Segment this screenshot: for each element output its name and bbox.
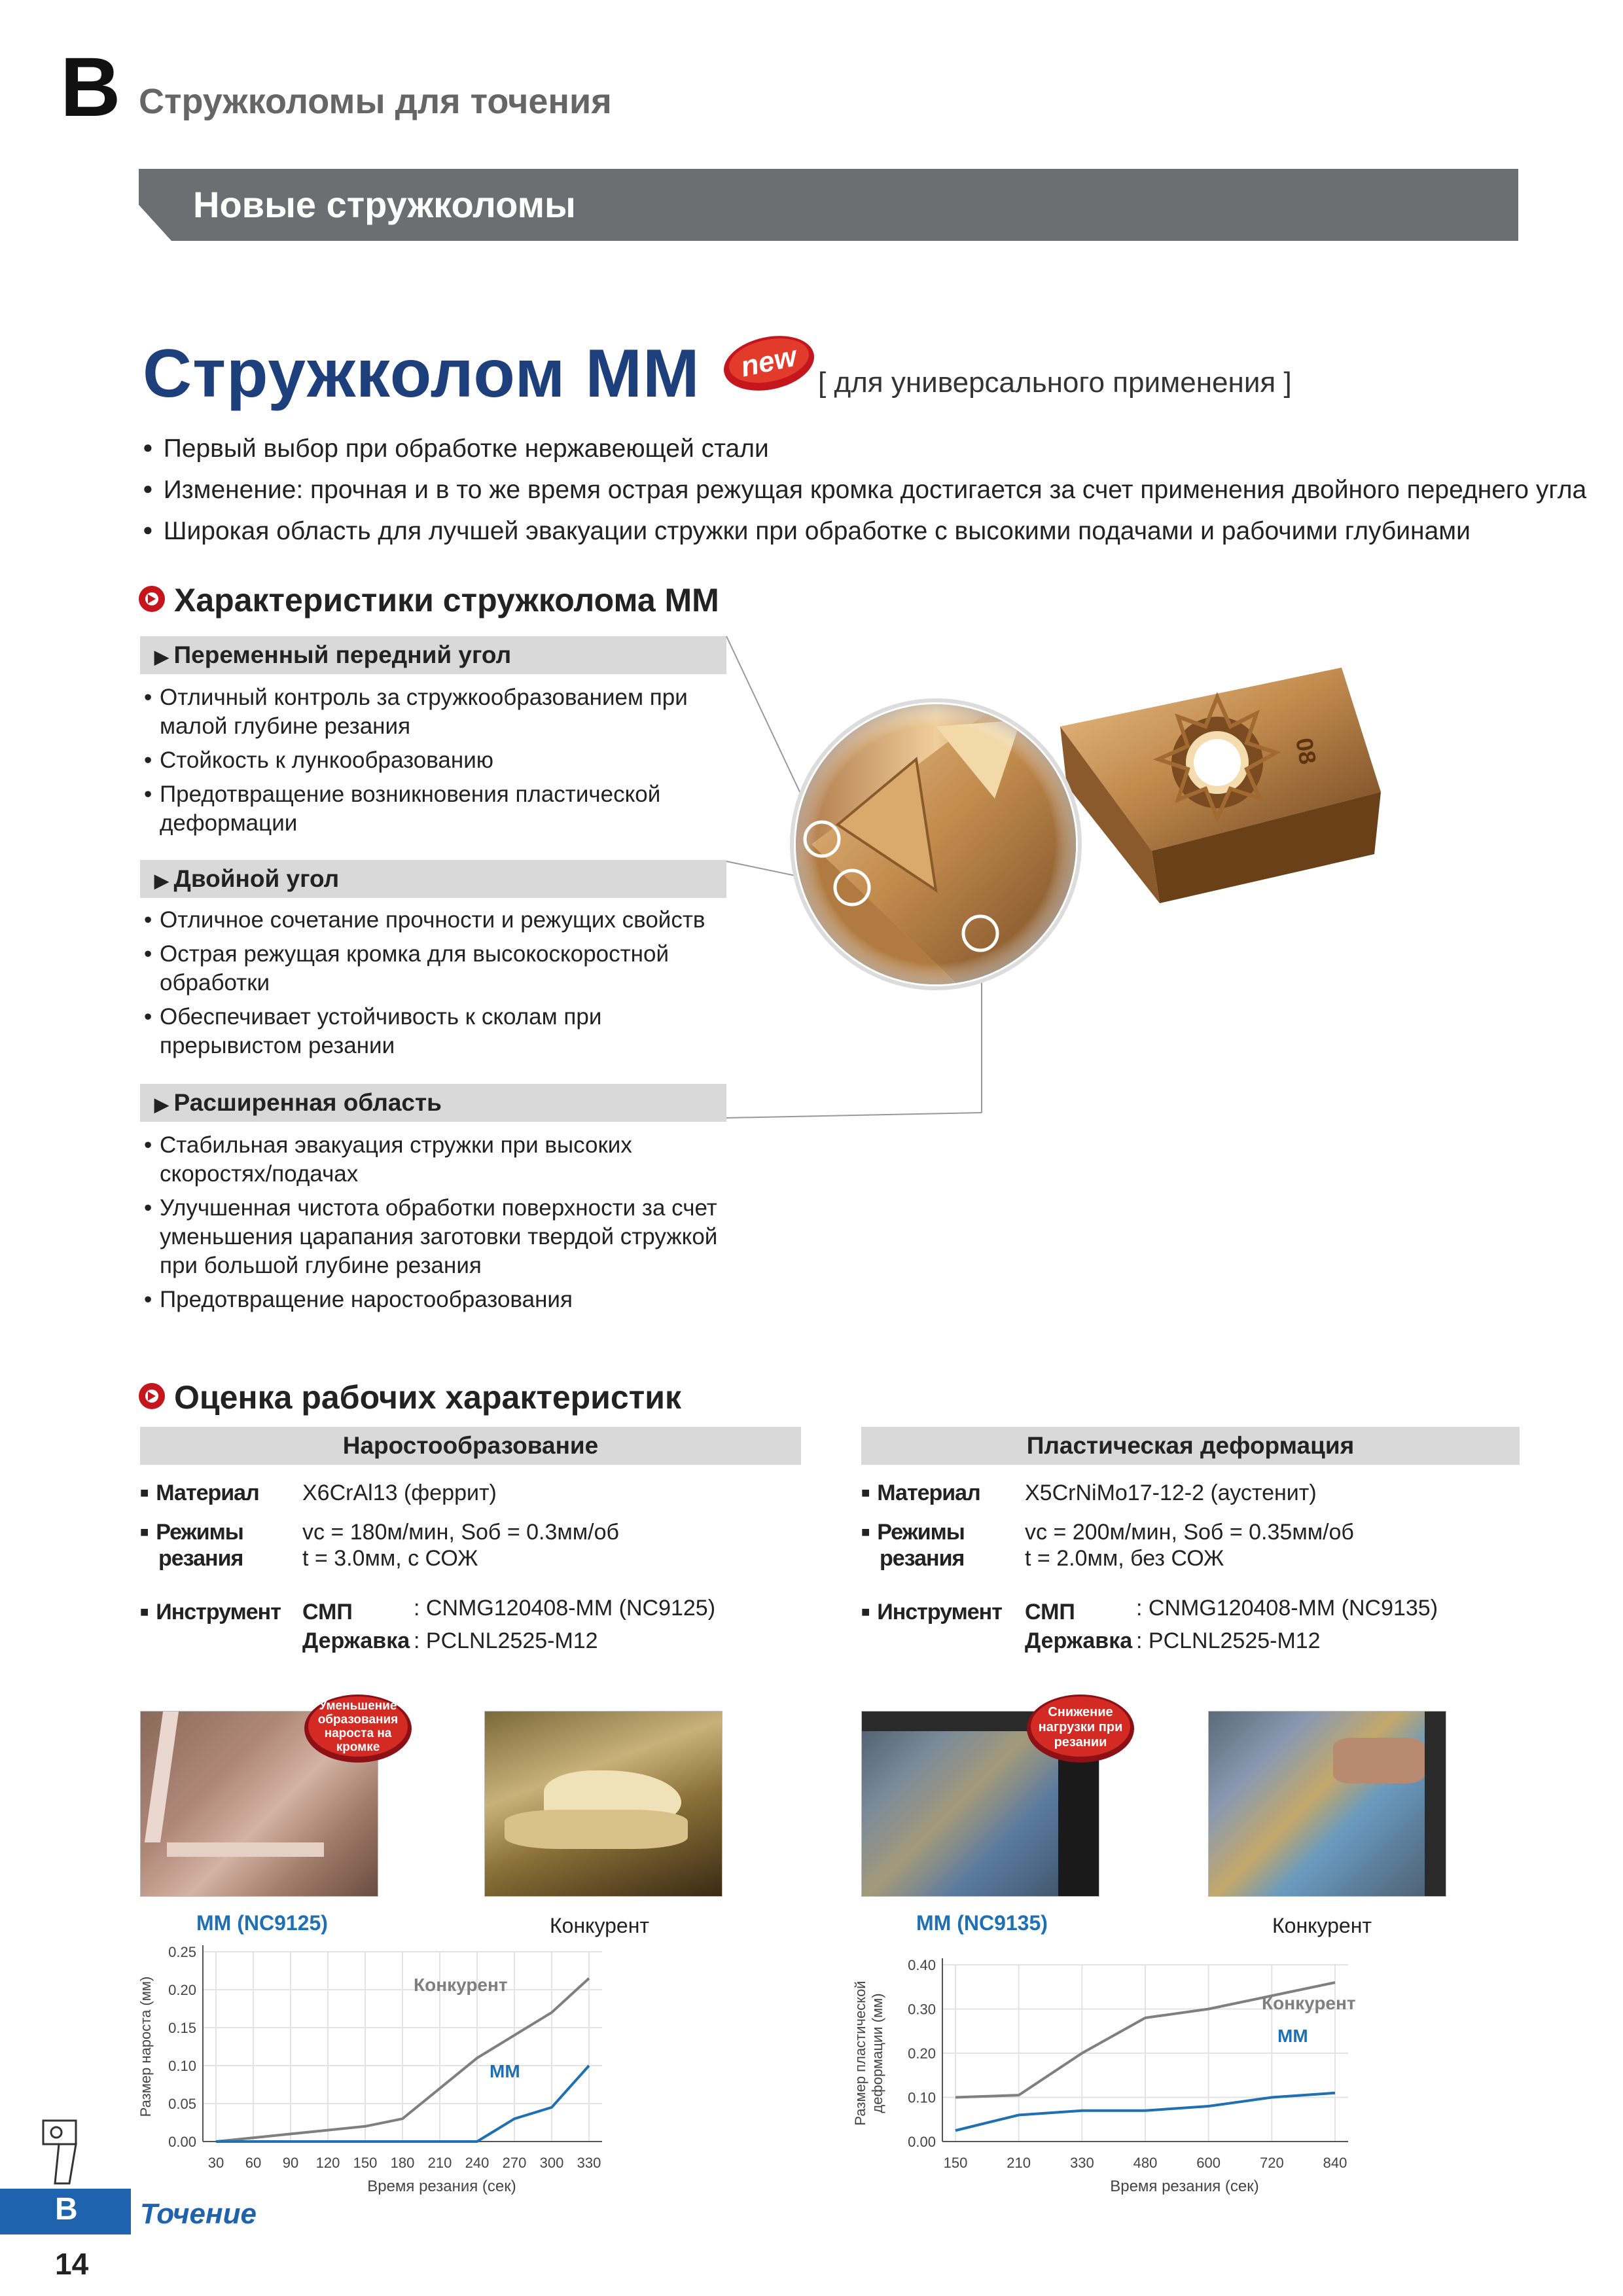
caption-mm: MM (NC9125) [196, 1911, 328, 1935]
ribbon-line: резании [1054, 1735, 1107, 1749]
feature-item: • Отличное сочетание прочности и режущих свойств [143, 906, 732, 935]
eval-right-title: Пластическая деформация [861, 1427, 1520, 1465]
feature-item: • Предотвращение наростообразования [143, 1285, 732, 1314]
bullet-item: ● Изменение: прочная и в то же время острая режущая кромка достигается за счет применения двойного переднего угла [143, 471, 1586, 512]
photo-competitor-deformation [1208, 1711, 1446, 1897]
x-tick-label: 330 [577, 2155, 601, 2171]
y-tick-label: 0.30 [908, 2001, 936, 2018]
modes-value-2: t = 3.0мм, с СОЖ [302, 1546, 478, 1571]
feature-item: • Предотвращение возникновения пластической деформации [143, 780, 732, 838]
bullet-item: ● Первый выбор при обработке нержавеющей стали [143, 429, 1586, 471]
x-tick-label: 720 [1259, 2155, 1284, 2171]
banner-title: Новые стружколомы [193, 184, 576, 225]
feature-group-title: ▶ Двойной угол [140, 860, 726, 898]
feature-group-items [143, 906, 732, 1066]
evaluation-heading-text: Оценка рабочих характеристик [174, 1379, 681, 1416]
feature-item: • Отличный контроль за стружкообразованием при малой глубине резания [143, 683, 732, 741]
smp-value: : CNMG120408-MM (NC9125) [414, 1596, 716, 1621]
x-axis-label: Время резания (сек) [367, 2178, 516, 2195]
page-number: 14 [55, 2247, 89, 2281]
x-tick-label: 330 [1069, 2155, 1094, 2171]
x-tick-label: 300 [539, 2155, 564, 2171]
modes-value-1: vc = 200м/мин, Sоб = 0.35мм/об [1025, 1520, 1354, 1545]
y-tick-label: 0.25 [168, 1944, 196, 1960]
modes-label-2: резания [880, 1546, 965, 1571]
x-tick-label: 270 [502, 2155, 527, 2171]
new-badge [720, 331, 818, 396]
eval-right-spec [861, 1479, 1520, 1676]
arrow-circle-icon [139, 586, 165, 612]
material-value: X6CrAl13 (феррит) [302, 1480, 497, 1505]
section-letter: B [60, 41, 121, 134]
ribbon-line: нагрузки при [1038, 1720, 1123, 1734]
y-tick-label: 0.00 [908, 2134, 936, 2150]
eval-left-title: Наростообразование [140, 1427, 801, 1465]
eval-left-spec [140, 1479, 801, 1676]
y-axis-label: деформации (мм) [869, 1993, 885, 2113]
x-tick-label: 210 [1007, 2155, 1031, 2171]
feature-item: • Острая режущая кромка для высокоскоростной обработки [143, 940, 732, 997]
series-label: MM [1277, 2026, 1308, 2046]
caption-competitor: Конкурент [550, 1914, 650, 1937]
smp-value: : CNMG120408-MM (NC9135) [1136, 1596, 1438, 1621]
x-axis-label: Время резания (сек) [1110, 2178, 1259, 2195]
y-tick-label: 0.40 [908, 1957, 936, 1973]
feature-item: • Обеспечивает устойчивость к сколам при прерывистом резании [143, 1003, 732, 1060]
series-label: Конкурент [1262, 1993, 1356, 2013]
ribbon-line: нароста на [324, 1727, 392, 1740]
turning-tool-icon [39, 2114, 98, 2186]
y-tick-label: 0.00 [168, 2134, 196, 2150]
material-value: X5CrNiMo17-12-2 (аустенит) [1025, 1480, 1317, 1505]
x-tick-label: 840 [1323, 2155, 1347, 2171]
insert-illustration [720, 628, 1453, 1126]
smp-label: СМП [1025, 1600, 1075, 1624]
features-heading-text: Характеристики стружколома MM [174, 582, 719, 619]
product-bullets [143, 429, 1586, 553]
tool-label: ■ Инструмент [861, 1598, 1002, 1628]
footer-letter: B [55, 2192, 78, 2227]
insert-marking: 08 [1291, 736, 1322, 766]
series-label: Конкурент [414, 1975, 508, 1995]
ribbon-line: Уменьшение [319, 1699, 397, 1713]
footer-label: Точение [140, 2198, 257, 2230]
y-tick-label: 0.20 [908, 2045, 936, 2062]
x-tick-label: 600 [1196, 2155, 1221, 2171]
section-title: Стружколомы для точения [139, 82, 612, 121]
feature-group-title: ▶ Расширенная область [140, 1084, 726, 1122]
holder-label: Державка [302, 1628, 410, 1653]
modes-value-2: t = 2.0мм, без СОЖ [1025, 1546, 1224, 1571]
material-label: ■ Материал [861, 1479, 980, 1509]
x-tick-label: 150 [943, 2155, 968, 2171]
smp-label: СМП [302, 1600, 353, 1624]
holder-value: : PCLNL2525-M12 [414, 1628, 598, 1653]
holder-label: Державка [1025, 1628, 1133, 1653]
ribbon-line: Снижение [1048, 1705, 1113, 1719]
modes-label: ■ Режимы [140, 1518, 243, 1549]
x-tick-label: 30 [207, 2155, 224, 2171]
modes-label: ■ Режимы [861, 1518, 965, 1549]
modes-value-1: vc = 180м/мин, Sоб = 0.3мм/об [302, 1520, 619, 1545]
y-tick-label: 0.15 [168, 2020, 196, 2036]
x-tick-label: 240 [465, 2155, 490, 2171]
y-tick-label: 0.20 [168, 1982, 196, 1998]
chart-buildup [131, 1937, 628, 2199]
feature-item: • Улучшенная чистота обработки поверхности за счет уменьшения царапания заготовки твердой стружкой при большой глубине резания [143, 1194, 732, 1280]
evaluation-heading [139, 1378, 681, 1416]
photo-competitor-buildup [484, 1711, 722, 1897]
ribbon-line: образования [317, 1713, 399, 1727]
product-subtitle: [ для универсального применения ] [818, 367, 1292, 399]
x-tick-label: 150 [353, 2155, 378, 2171]
ribbon-deformation [1025, 1693, 1136, 1765]
arrow-circle-icon [139, 1383, 165, 1409]
feature-item: • Стабильная эвакуация стружки при высоких скоростях/подачах [143, 1131, 732, 1189]
ribbon-line: кромке [336, 1740, 380, 1754]
holder-value: : PCLNL2525-M12 [1136, 1628, 1321, 1653]
y-tick-label: 0.10 [908, 2089, 936, 2106]
feature-group-title: ▶ Переменный передний угол [140, 636, 726, 674]
ribbon-buildup [302, 1693, 414, 1765]
feature-group-items [143, 1131, 732, 1319]
y-axis-label: Размер пластической [852, 1981, 868, 2126]
bullet-item: ● Широкая область для лучшей эвакуации стружки при обработке с высокими подачами и рабочими глубинами [143, 512, 1586, 553]
x-tick-label: 90 [282, 2155, 299, 2171]
x-tick-label: 60 [245, 2155, 262, 2171]
product-title: Стружколом MM [143, 336, 700, 412]
material-label: ■ Материал [140, 1479, 259, 1509]
tool-label: ■ Инструмент [140, 1598, 281, 1628]
y-tick-label: 0.10 [168, 2058, 196, 2074]
x-tick-label: 480 [1133, 2155, 1158, 2171]
chart-deformation [851, 1937, 1387, 2199]
series-label: MM [490, 2061, 520, 2081]
modes-label-2: резания [158, 1546, 243, 1571]
y-axis-label: Размер нароста (мм) [137, 1976, 154, 2117]
feature-item: • Стойкость к лункообразованию [143, 746, 732, 775]
x-tick-label: 180 [390, 2155, 415, 2171]
x-tick-label: 120 [315, 2155, 340, 2171]
features-heading [139, 581, 719, 619]
caption-mm: MM (NC9135) [916, 1911, 1048, 1935]
x-tick-label: 210 [427, 2155, 452, 2171]
feature-group-items [143, 683, 732, 843]
caption-competitor: Конкурент [1272, 1914, 1372, 1937]
y-tick-label: 0.05 [168, 2096, 196, 2112]
new-badge-label: new [738, 340, 800, 384]
